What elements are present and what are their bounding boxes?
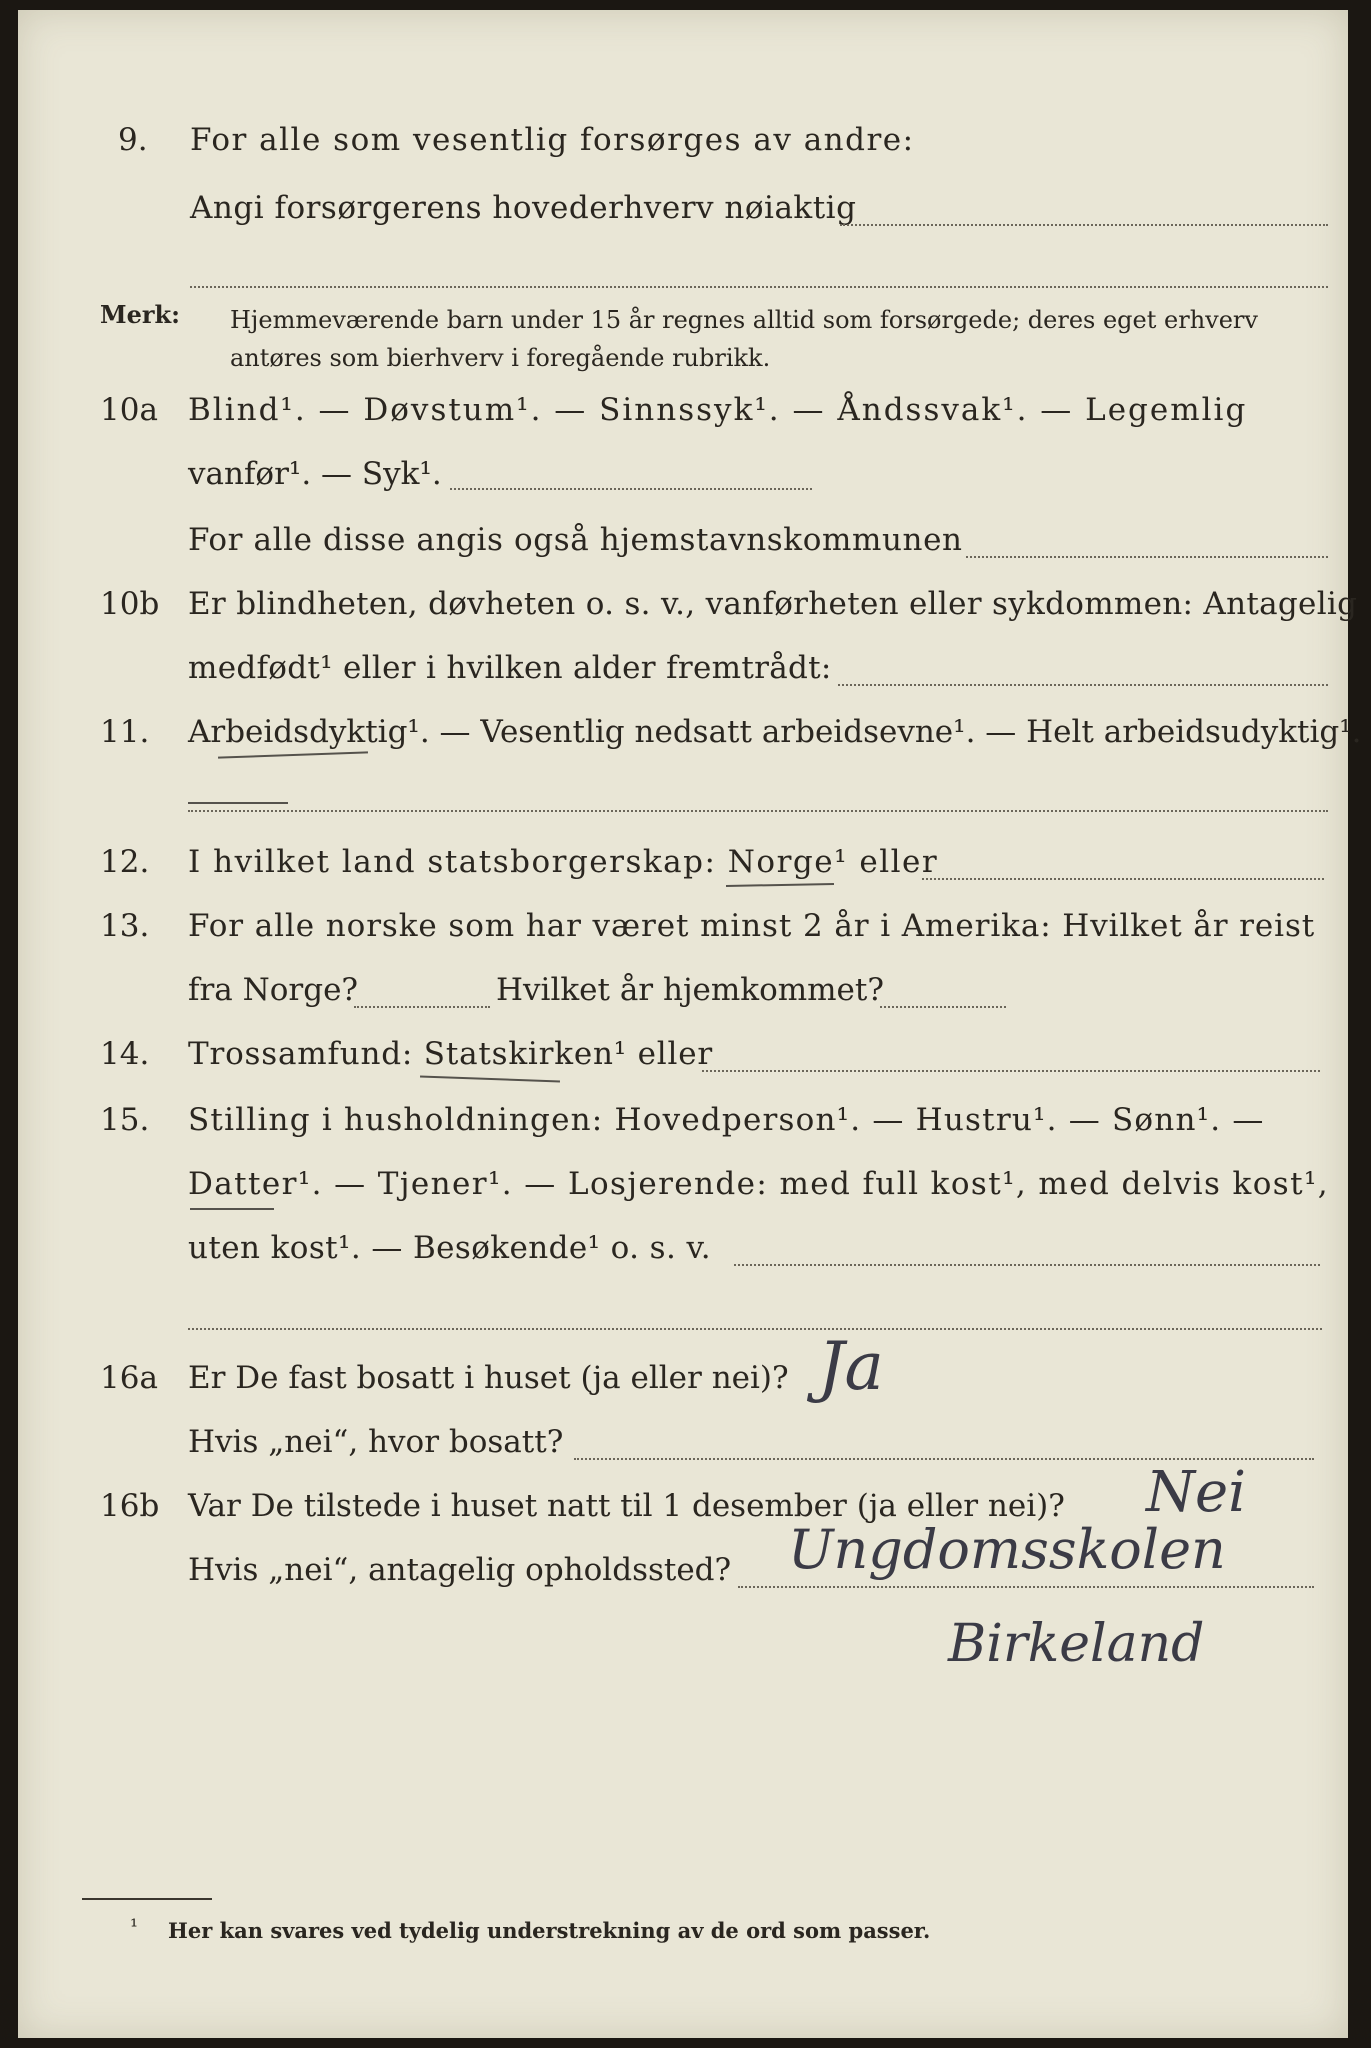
- q11-answer-line[interactable]: [188, 810, 1328, 812]
- footnote-text: Her kan svares ved tydelig understrekning av de ord som passer.: [168, 1918, 931, 1943]
- q13-number: 13.: [100, 908, 150, 944]
- q16a-line1: Er De fast bosatt i huset (ja eller nei)?: [188, 1360, 789, 1396]
- q13-line2b: Hvilket år hjemkommet?: [496, 972, 884, 1008]
- q15-answer-line[interactable]: [734, 1264, 1320, 1266]
- q11-handwritten-mark: [188, 802, 288, 804]
- q9-line2: Angi forsørgerens hovederhverv nøiaktig: [190, 190, 857, 226]
- q11-line1: Arbeidsdyktig¹. — Vesentlig nedsatt arbeidsevne¹. — Helt arbeidsudyktig¹.: [188, 714, 1362, 750]
- q13-line2a: fra Norge?: [188, 972, 359, 1008]
- q16b-line2: Hvis „nei“, antagelig opholdssted?: [188, 1552, 732, 1588]
- q14-statskirken-underline: [420, 1076, 560, 1083]
- q10b-number: 10b: [100, 586, 160, 622]
- q10a-hometown-line[interactable]: [966, 556, 1328, 558]
- q12-norge-underline: [726, 883, 834, 887]
- note-label: Merk:: [100, 300, 180, 329]
- q12-line1: I hvilket land statsborgerskap: Norge¹ eller: [188, 844, 939, 880]
- footnote-marker: ¹: [130, 1914, 139, 1938]
- q10b-answer-line[interactable]: [838, 684, 1328, 686]
- q11-number: 11.: [100, 714, 150, 750]
- q15-line1: Stilling i husholdningen: Hovedperson¹. — Hustru¹. — Sønn¹. —: [188, 1102, 1265, 1138]
- q14-answer-line[interactable]: [702, 1070, 1320, 1072]
- q13-line1: For alle norske som har været minst 2 år i Amerika: Hvilket år reist: [188, 908, 1316, 944]
- q12-answer-line[interactable]: [922, 878, 1324, 880]
- q16b-line1: Var De tilstede i huset natt til 1 desember (ja eller nei)?: [188, 1488, 1065, 1524]
- q16b-answer-handwritten: Nei: [1146, 1460, 1247, 1525]
- q10a-number: 10a: [100, 392, 158, 428]
- q16b-place-handwritten: Birkeland: [948, 1614, 1205, 1674]
- census-form-page: [18, 10, 1362, 2038]
- note-line1: Hjemmeværende barn under 15 år regnes alltid som forsørgede; deres eget erhverv: [230, 306, 1258, 334]
- q12-number: 12.: [100, 844, 150, 880]
- q13-return-line[interactable]: [880, 1006, 1006, 1008]
- q9-answer-line-2[interactable]: [190, 286, 1328, 288]
- q10a-line2: vanfør¹. — Syk¹.: [188, 456, 442, 492]
- q15-line3: uten kost¹. — Besøkende¹ o. s. v.: [188, 1230, 711, 1266]
- q9-number: 9.: [118, 122, 148, 158]
- q16a-answer-handwritten: Ja: [818, 1328, 884, 1405]
- q16b-residence-handwritten: Ungdomsskolen: [788, 1518, 1226, 1581]
- q16a-number: 16a: [100, 1360, 158, 1396]
- q16a-line2: Hvis „nei“, hvor bosatt?: [188, 1424, 564, 1460]
- q15-datter-underline: [190, 1208, 274, 1210]
- q10a-line3: For alle disse angis også hjemstavnskommunen: [188, 522, 963, 558]
- footnote-rule: [82, 1898, 212, 1900]
- q11-handwritten-underline: [218, 751, 368, 758]
- q9-answer-line[interactable]: [840, 224, 1328, 226]
- q15-line2: Datter¹. — Tjener¹. — Losjerende: med full kost¹, med delvis kost¹,: [188, 1166, 1330, 1202]
- q10a-answer-line[interactable]: [450, 488, 812, 490]
- q14-number: 14.: [100, 1036, 150, 1072]
- q9-line1: For alle som vesentlig forsørges av andre:: [190, 122, 915, 158]
- q10a-line1: Blind¹. — Døvstum¹. — Sinnssyk¹. — Åndssvak¹. — Legemlig: [188, 392, 1248, 428]
- q15-answer-line-2[interactable]: [188, 1328, 1322, 1330]
- q16b-number: 16b: [100, 1488, 160, 1524]
- q10b-line2: medfødt¹ eller i hvilken alder fremtrådt:: [188, 650, 832, 686]
- q10b-line1: Er blindheten, døvheten o. s. v., vanførheten eller sykdommen: Antagelig: [188, 586, 1358, 622]
- q16b-residence-line[interactable]: [738, 1586, 1314, 1588]
- q14-line1: Trossamfund: Statskirken¹ eller: [188, 1036, 713, 1072]
- note-line2: antøres som bierhverv i foregående rubrikk.: [230, 344, 771, 372]
- q15-number: 15.: [100, 1102, 150, 1138]
- q13-departure-line[interactable]: [354, 1006, 490, 1008]
